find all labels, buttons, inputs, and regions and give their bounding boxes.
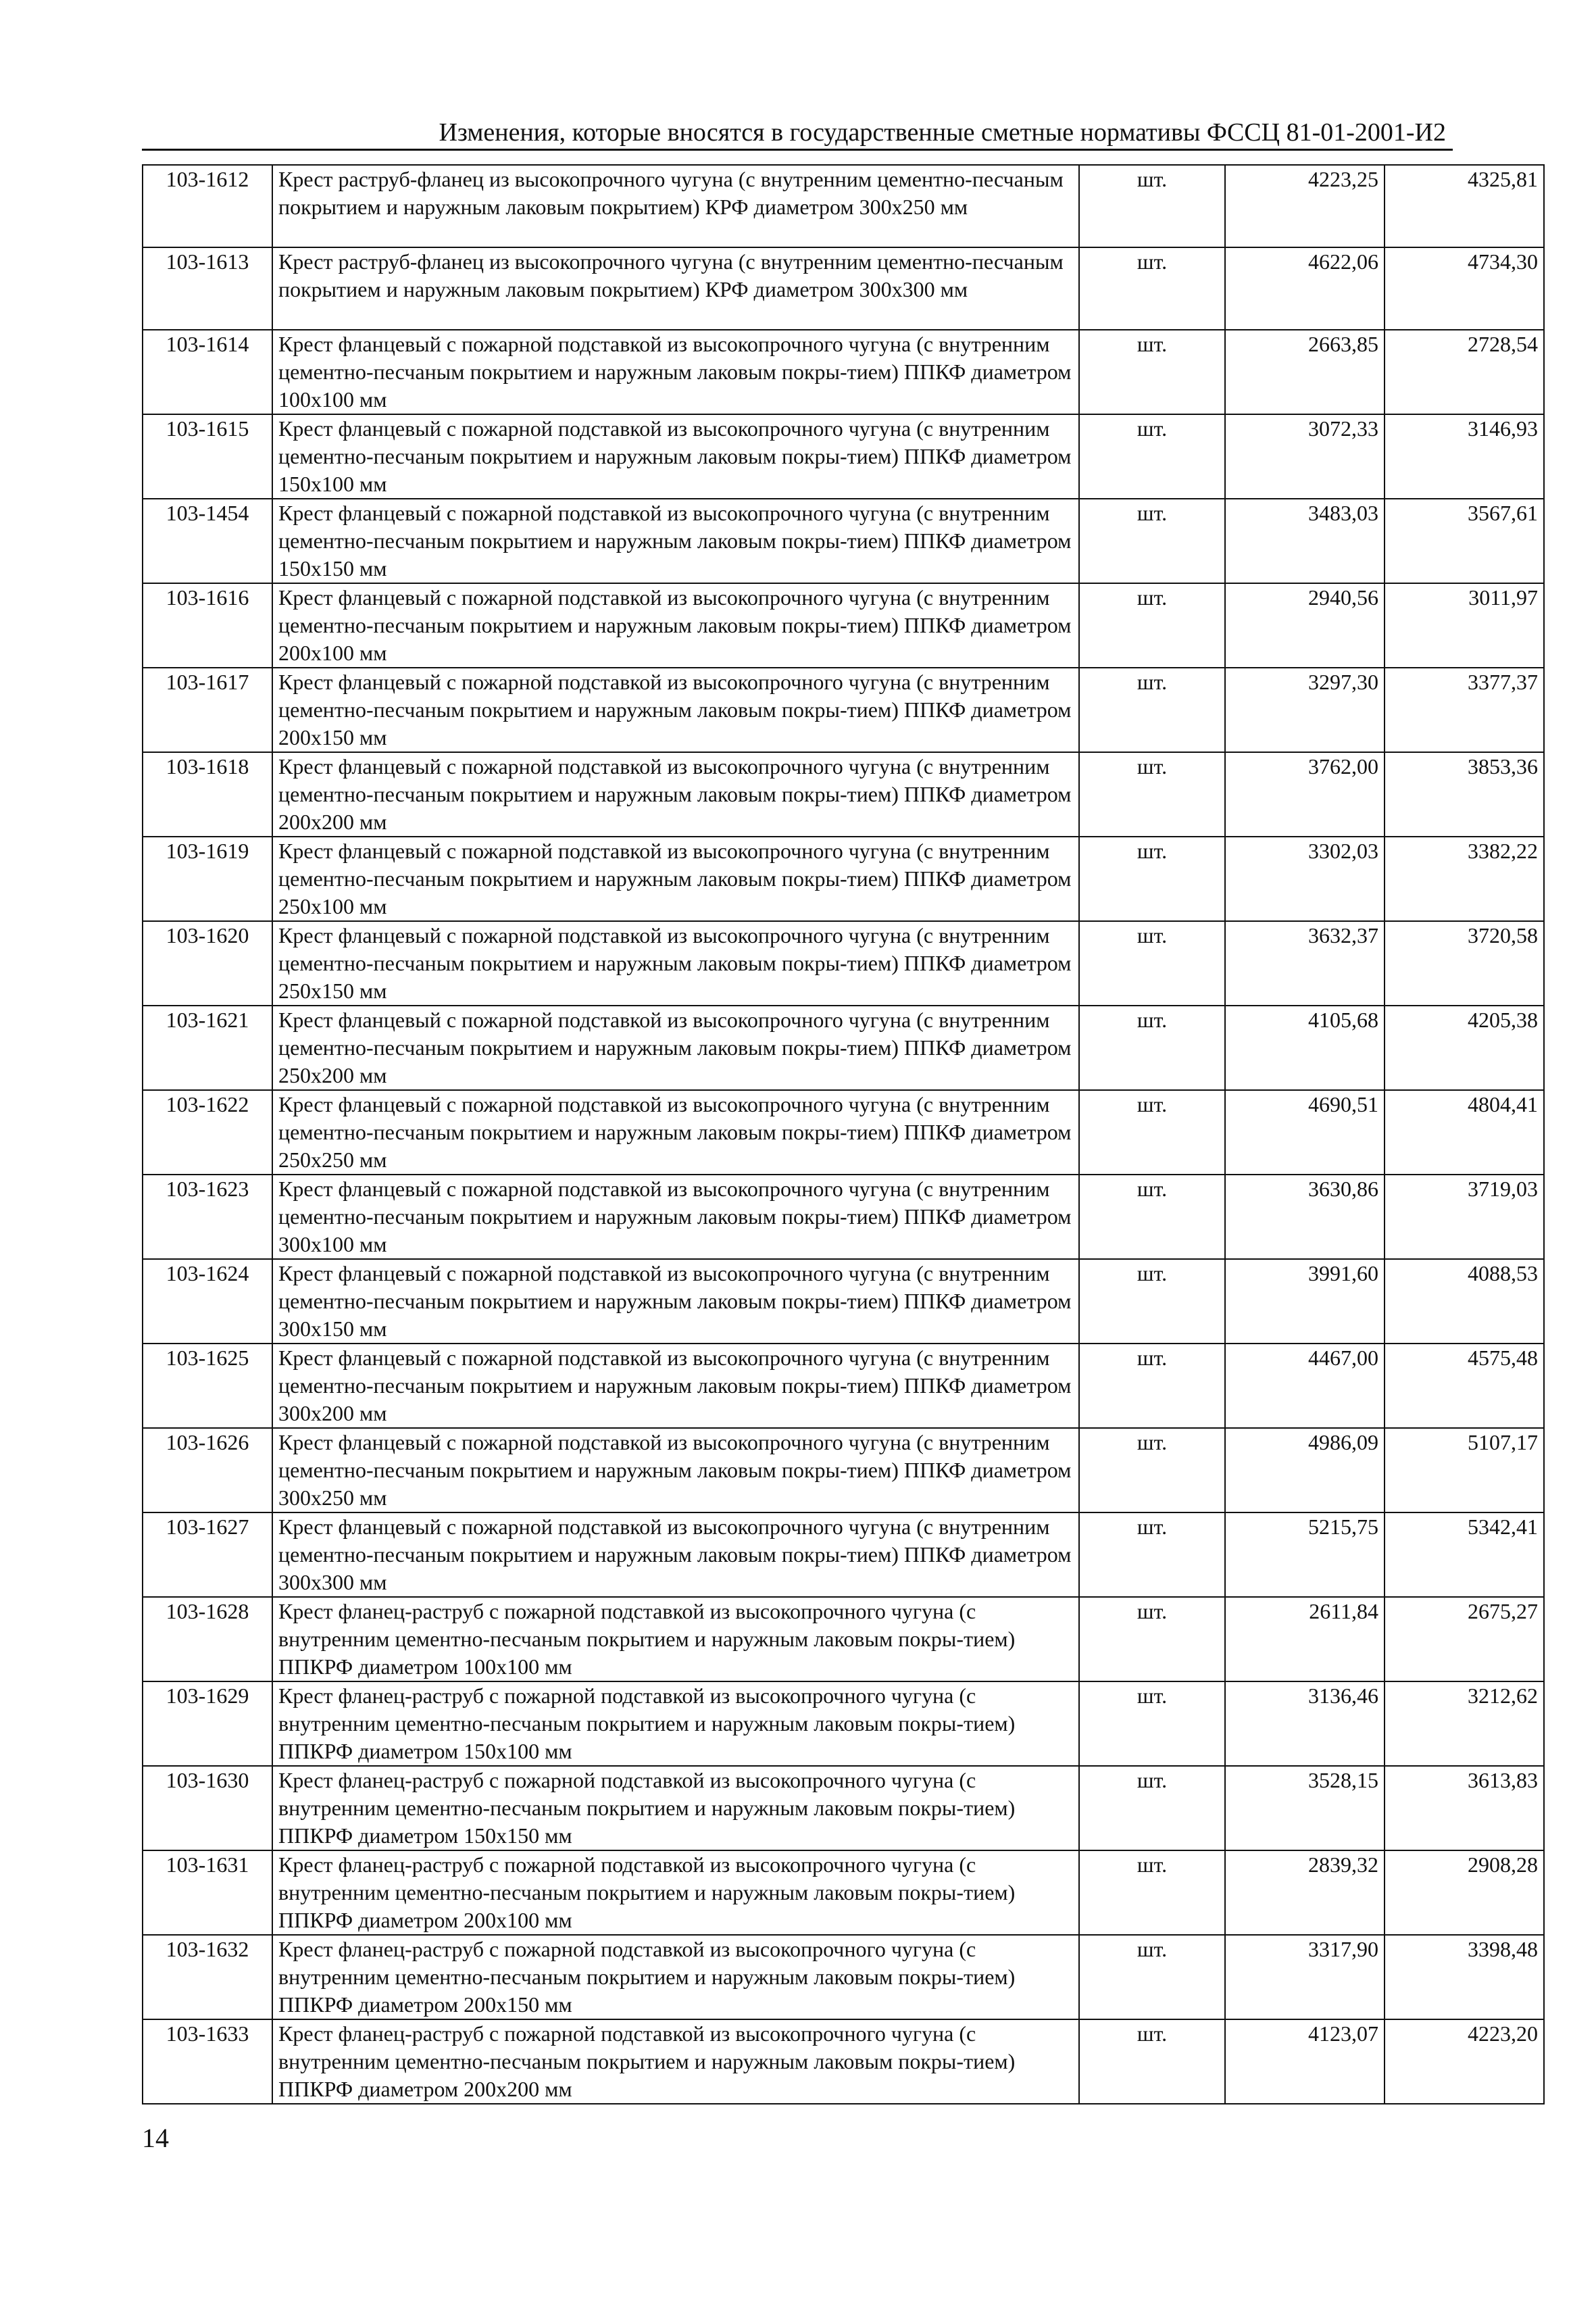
row-unit: шт. — [1079, 1090, 1225, 1175]
row-unit: шт. — [1079, 1766, 1225, 1850]
row-unit: шт. — [1079, 1935, 1225, 2019]
row-code: 103-1619 — [143, 837, 272, 921]
row-description: Крест фланцевый с пожарной подставкой из высокопрочного чугуна (с внутренним цементно-песчаным покрытием и наружным лаковым покры-тием) ППКФ диаметром 200х100 мм — [272, 583, 1079, 668]
row-description: Крест фланцевый с пожарной подставкой из высокопрочного чугуна (с внутренним цементно-песчаным покрытием и наружным лаковым покры-тием) ППКФ диаметром 250х200 мм — [272, 1006, 1079, 1090]
table-row — [143, 330, 1544, 414]
row-price-2: 3567,61 — [1385, 499, 1544, 583]
row-code: 103-1632 — [143, 1935, 272, 2019]
row-unit: шт. — [1079, 165, 1225, 247]
row-price-2: 2908,28 — [1385, 1850, 1544, 1935]
row-description: Крест фланцевый с пожарной подставкой из высокопрочного чугуна (с внутренним цементно-песчаным покрытием и наружным лаковым покры-тием) ППКФ диаметром 250х150 мм — [272, 921, 1079, 1006]
table-row — [143, 414, 1544, 499]
table-row — [143, 2019, 1544, 2104]
table-row — [143, 1512, 1544, 1597]
table-row — [143, 1175, 1544, 1259]
row-unit: шт. — [1079, 1259, 1225, 1344]
row-price-1: 4986,09 — [1225, 1428, 1385, 1512]
table-row — [143, 668, 1544, 752]
table-row — [143, 1006, 1544, 1090]
row-price-1: 3297,30 — [1225, 668, 1385, 752]
row-price-2: 4088,53 — [1385, 1259, 1544, 1344]
row-unit: шт. — [1079, 583, 1225, 668]
row-description: Крест фланец-раструб с пожарной подставкой из высокопрочного чугуна (с внутренним цементно-песчаным покрытием и наружным лаковым покры-тием) ППКРФ диаметром 200х200 мм — [272, 2019, 1079, 2104]
row-description: Крест фланцевый с пожарной подставкой из высокопрочного чугуна (с внутренним цементно-песчаным покрытием и наружным лаковым покры-тием) ППКФ диаметром 200х150 мм — [272, 668, 1079, 752]
table-row — [143, 1090, 1544, 1175]
row-price-2: 3398,48 — [1385, 1935, 1544, 2019]
table-row — [143, 499, 1544, 583]
row-description: Крест фланцевый с пожарной подставкой из высокопрочного чугуна (с внутренним цементно-песчаным покрытием и наружным лаковым покры-тием) ППКФ диаметром 300х100 мм — [272, 1175, 1079, 1259]
row-price-2: 4325,81 — [1385, 165, 1544, 247]
row-price-1: 3528,15 — [1225, 1766, 1385, 1850]
row-price-2: 3613,83 — [1385, 1766, 1544, 1850]
row-unit: шт. — [1079, 1006, 1225, 1090]
row-code: 103-1630 — [143, 1766, 272, 1850]
row-description: Крест фланцевый с пожарной подставкой из высокопрочного чугуна (с внутренним цементно-песчаным покрытием и наружным лаковым покры-тием) ППКФ диаметром 250х250 мм — [272, 1090, 1079, 1175]
row-unit: шт. — [1079, 1428, 1225, 1512]
row-code: 103-1631 — [143, 1850, 272, 1935]
row-price-2: 2675,27 — [1385, 1597, 1544, 1681]
row-unit: шт. — [1079, 247, 1225, 330]
row-unit: шт. — [1079, 1681, 1225, 1766]
table-row — [143, 921, 1544, 1006]
table-row — [143, 752, 1544, 837]
row-price-1: 3072,33 — [1225, 414, 1385, 499]
row-unit: шт. — [1079, 2019, 1225, 2104]
row-description: Крест фланцевый с пожарной подставкой из высокопрочного чугуна (с внутренним цементно-песчаным покрытием и наружным лаковым покры-тием) ППКФ диаметром 250х100 мм — [272, 837, 1079, 921]
row-description: Крест фланец-раструб с пожарной подставкой из высокопрочного чугуна (с внутренним цементно-песчаным покрытием и наружным лаковым покры-тием) ППКРФ диаметром 200х150 мм — [272, 1935, 1079, 2019]
row-price-1: 4223,25 — [1225, 165, 1385, 247]
table-row — [143, 1259, 1544, 1344]
row-code: 103-1617 — [143, 668, 272, 752]
row-description: Крест фланец-раструб с пожарной подставкой из высокопрочного чугуна (с внутренним цементно-песчаным покрытием и наружным лаковым покры-тием) ППКРФ диаметром 200х100 мм — [272, 1850, 1079, 1935]
table-body — [143, 165, 1544, 2104]
row-price-2: 3011,97 — [1385, 583, 1544, 668]
row-price-1: 3317,90 — [1225, 1935, 1385, 2019]
row-code: 103-1454 — [143, 499, 272, 583]
table-row — [143, 1766, 1544, 1850]
row-code: 103-1616 — [143, 583, 272, 668]
row-unit: шт. — [1079, 414, 1225, 499]
row-price-2: 4804,41 — [1385, 1090, 1544, 1175]
row-price-2: 5342,41 — [1385, 1512, 1544, 1597]
row-price-1: 3630,86 — [1225, 1175, 1385, 1259]
row-price-1: 3483,03 — [1225, 499, 1385, 583]
row-description: Крест фланец-раструб с пожарной подставкой из высокопрочного чугуна (с внутренним цементно-песчаным покрытием и наружным лаковым покры-тием) ППКРФ диаметром 100х100 мм — [272, 1597, 1079, 1681]
price-table — [142, 164, 1545, 2104]
row-price-1: 3991,60 — [1225, 1259, 1385, 1344]
table-row — [143, 1681, 1544, 1766]
row-code: 103-1622 — [143, 1090, 272, 1175]
row-description: Крест фланцевый с пожарной подставкой из высокопрочного чугуна (с внутренним цементно-песчаным покрытием и наружным лаковым покры-тием) ППКФ диаметром 300х150 мм — [272, 1259, 1079, 1344]
row-price-1: 4690,51 — [1225, 1090, 1385, 1175]
row-price-2: 3719,03 — [1385, 1175, 1544, 1259]
row-price-2: 2728,54 — [1385, 330, 1544, 414]
row-price-2: 3853,36 — [1385, 752, 1544, 837]
row-price-1: 3762,00 — [1225, 752, 1385, 837]
table-row — [143, 1850, 1544, 1935]
row-price-1: 2611,84 — [1225, 1597, 1385, 1681]
row-code: 103-1621 — [143, 1006, 272, 1090]
row-unit: шт. — [1079, 1512, 1225, 1597]
row-price-1: 4622,06 — [1225, 247, 1385, 330]
row-description: Крест фланец-раструб с пожарной подставкой из высокопрочного чугуна (с внутренним цементно-песчаным покрытием и наружным лаковым покры-тием) ППКРФ диаметром 150х100 мм — [272, 1681, 1079, 1766]
row-description: Крест фланцевый с пожарной подставкой из высокопрочного чугуна (с внутренним цементно-песчаным покрытием и наружным лаковым покры-тием) ППКФ диаметром 200х200 мм — [272, 752, 1079, 837]
table-row — [143, 837, 1544, 921]
row-code: 103-1614 — [143, 330, 272, 414]
row-code: 103-1624 — [143, 1259, 272, 1344]
row-code: 103-1615 — [143, 414, 272, 499]
row-code: 103-1618 — [143, 752, 272, 837]
row-code: 103-1627 — [143, 1512, 272, 1597]
row-description: Крест раструб-фланец из высокопрочного чугуна (с внутренним цементно-песчаным покрытием и наружным лаковым покрытием) КРФ диаметром 300х250 мм — [272, 165, 1079, 247]
row-description: Крест фланцевый с пожарной подставкой из высокопрочного чугуна (с внутренним цементно-песчаным покрытием и наружным лаковым покры-тием) ППКФ диаметром 300х200 мм — [272, 1344, 1079, 1428]
row-price-1: 3302,03 — [1225, 837, 1385, 921]
row-price-1: 2663,85 — [1225, 330, 1385, 414]
row-unit: шт. — [1079, 668, 1225, 752]
row-price-1: 3136,46 — [1225, 1681, 1385, 1766]
header-title: Изменения, которые вносятся в государственные сметные нормативы ФССЦ 81-01-2001-И2 — [439, 118, 1446, 147]
row-price-2: 3212,62 — [1385, 1681, 1544, 1766]
row-code: 103-1613 — [143, 247, 272, 330]
row-unit: шт. — [1079, 1175, 1225, 1259]
row-unit: шт. — [1079, 1344, 1225, 1428]
table-row — [143, 1428, 1544, 1512]
row-price-1: 4105,68 — [1225, 1006, 1385, 1090]
row-price-2: 5107,17 — [1385, 1428, 1544, 1512]
row-code: 103-1623 — [143, 1175, 272, 1259]
row-price-1: 5215,75 — [1225, 1512, 1385, 1597]
row-code: 103-1626 — [143, 1428, 272, 1512]
row-code: 103-1628 — [143, 1597, 272, 1681]
row-code: 103-1612 — [143, 165, 272, 247]
table-row — [143, 583, 1544, 668]
row-price-2: 3377,37 — [1385, 668, 1544, 752]
row-price-2: 4734,30 — [1385, 247, 1544, 330]
row-price-2: 4575,48 — [1385, 1344, 1544, 1428]
row-price-2: 3146,93 — [1385, 414, 1544, 499]
row-code: 103-1620 — [143, 921, 272, 1006]
row-price-2: 3720,58 — [1385, 921, 1544, 1006]
table-row — [143, 1597, 1544, 1681]
row-unit: шт. — [1079, 752, 1225, 837]
row-description: Крест раструб-фланец из высокопрочного чугуна (с внутренним цементно-песчаным покрытием и наружным лаковым покрытием) КРФ диаметром 300х300 мм — [272, 247, 1079, 330]
row-price-1: 4123,07 — [1225, 2019, 1385, 2104]
row-price-2: 4223,20 — [1385, 2019, 1544, 2104]
row-price-2: 4205,38 — [1385, 1006, 1544, 1090]
row-price-2: 3382,22 — [1385, 837, 1544, 921]
row-description: Крест фланцевый с пожарной подставкой из высокопрочного чугуна (с внутренним цементно-песчаным покрытием и наружным лаковым покры-тием) ППКФ диаметром 300х300 мм — [272, 1512, 1079, 1597]
page-header — [142, 108, 1453, 151]
row-price-1: 4467,00 — [1225, 1344, 1385, 1428]
row-price-1: 2839,32 — [1225, 1850, 1385, 1935]
row-description: Крест фланцевый с пожарной подставкой из высокопрочного чугуна (с внутренним цементно-песчаным покрытием и наружным лаковым покры-тием) ППКФ диаметром 150х150 мм — [272, 499, 1079, 583]
row-code: 103-1625 — [143, 1344, 272, 1428]
row-description: Крест фланцевый с пожарной подставкой из высокопрочного чугуна (с внутренним цементно-песчаным покрытием и наружным лаковым покры-тием) ППКФ диаметром 300х250 мм — [272, 1428, 1079, 1512]
row-unit: шт. — [1079, 1597, 1225, 1681]
row-unit: шт. — [1079, 921, 1225, 1006]
row-unit: шт. — [1079, 1850, 1225, 1935]
table-row — [143, 165, 1544, 247]
row-code: 103-1633 — [143, 2019, 272, 2104]
row-unit: шт. — [1079, 330, 1225, 414]
row-price-1: 2940,56 — [1225, 583, 1385, 668]
row-code: 103-1629 — [143, 1681, 272, 1766]
row-description: Крест фланцевый с пожарной подставкой из высокопрочного чугуна (с внутренним цементно-песчаным покрытием и наружным лаковым покры-тием) ППКФ диаметром 150х100 мм — [272, 414, 1079, 499]
table-row — [143, 247, 1544, 330]
row-unit: шт. — [1079, 499, 1225, 583]
row-price-1: 3632,37 — [1225, 921, 1385, 1006]
row-unit: шт. — [1079, 837, 1225, 921]
row-description: Крест фланцевый с пожарной подставкой из высокопрочного чугуна (с внутренним цементно-песчаным покрытием и наружным лаковым покры-тием) ППКФ диаметром 100х100 мм — [272, 330, 1079, 414]
table-row — [143, 1935, 1544, 2019]
table-row — [143, 1344, 1544, 1428]
page-number: 14 — [142, 2123, 169, 2153]
row-description: Крест фланец-раструб с пожарной подставкой из высокопрочного чугуна (с внутренним цементно-песчаным покрытием и наружным лаковым покры-тием) ППКРФ диаметром 150х150 мм — [272, 1766, 1079, 1850]
